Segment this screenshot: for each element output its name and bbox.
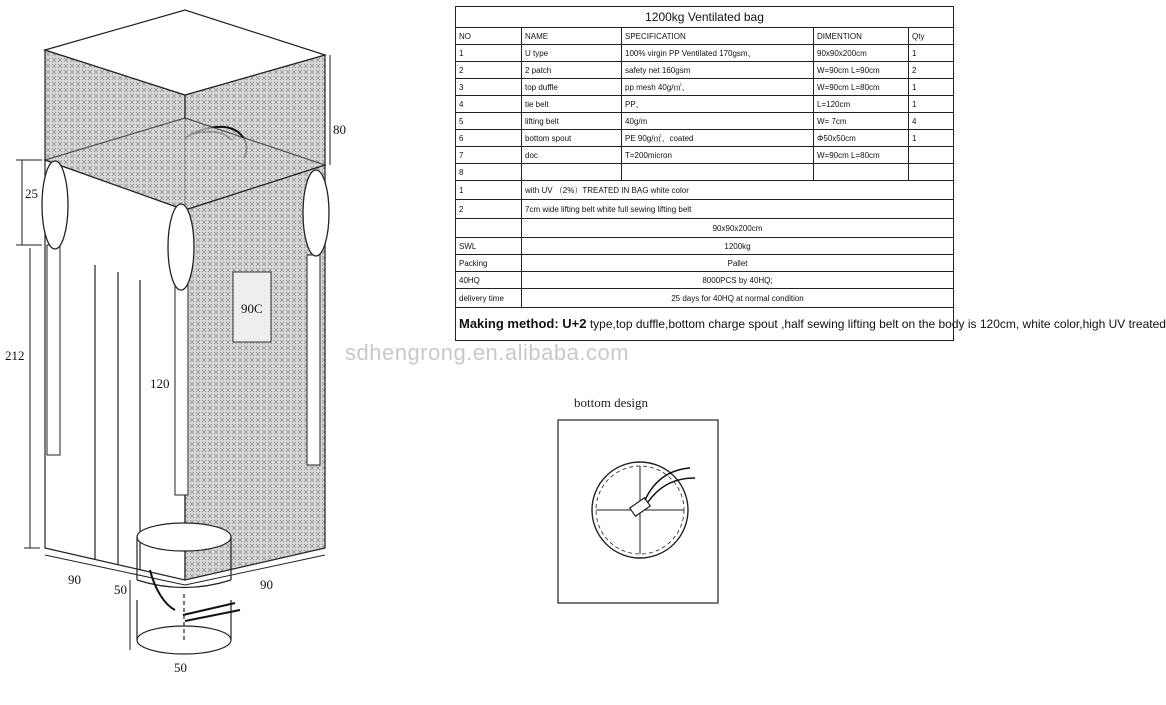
info-row xyxy=(456,289,954,308)
dim-body-height: 212 xyxy=(5,348,25,363)
info-label: SWL xyxy=(456,238,522,255)
bottom-design xyxy=(558,420,718,603)
table-row xyxy=(456,164,954,181)
col-header: NAME xyxy=(522,28,622,45)
note-number: 2 xyxy=(456,200,522,219)
note-number: 1 xyxy=(456,181,522,200)
making-method xyxy=(456,308,1166,341)
col-header: Qty xyxy=(909,28,954,45)
summary-size-row xyxy=(456,219,954,238)
note-row xyxy=(456,200,954,219)
info-row xyxy=(456,238,954,255)
table-cell: 1 xyxy=(909,130,954,147)
table-cell: 4 xyxy=(909,113,954,130)
note-text: 7cm wide lifting belt white full sewing lifting belt xyxy=(522,200,954,219)
table-header-row xyxy=(456,28,954,45)
bottom-design-caption: bottom design xyxy=(574,395,649,410)
spec-table xyxy=(455,6,1166,341)
note-row xyxy=(456,181,954,200)
dim-width-left: 90 xyxy=(68,572,81,587)
table-cell: pp mesh 40g/㎡、 xyxy=(622,79,814,96)
table-cell: W=90cm L=90cm xyxy=(814,62,909,79)
table-cell: 1 xyxy=(909,79,954,96)
table-cell: 4 xyxy=(456,96,522,113)
table-row xyxy=(456,62,954,79)
dim-loop: 25 xyxy=(25,186,38,201)
table-row xyxy=(456,79,954,96)
table-cell: 8 xyxy=(456,164,522,181)
table-cell: 7 xyxy=(456,147,522,164)
dim-belt: 120 xyxy=(150,376,170,391)
table-row xyxy=(456,147,954,164)
table-cell: L=120cm xyxy=(814,96,909,113)
table-cell: W=90cm L=80cm xyxy=(814,147,909,164)
table-cell: doc xyxy=(522,147,622,164)
table-cell: T=200micron xyxy=(622,147,814,164)
watermark: sdhengrong.en.alibaba.com xyxy=(345,340,630,365)
table-cell: PE 90g/㎡、coated xyxy=(622,130,814,147)
dim-top-height: 80 xyxy=(333,122,346,137)
table-cell: 5 xyxy=(456,113,522,130)
table-row xyxy=(456,96,954,113)
dim-spout-side: 50 xyxy=(114,582,127,597)
table-cell xyxy=(522,164,622,181)
dim-spout-bottom: 50 xyxy=(174,660,187,675)
method-label: Making method: U+2 xyxy=(459,316,587,331)
table-cell: 1 xyxy=(909,96,954,113)
table-cell: 90x90x200cm xyxy=(814,45,909,62)
table-cell: 3 xyxy=(456,79,522,96)
info-label: 40HQ xyxy=(456,272,522,289)
table-cell xyxy=(909,147,954,164)
table-cell: 100% virgin PP Ventilated 170gsm、 xyxy=(622,45,814,62)
table-cell: lifting belt xyxy=(522,113,622,130)
table-title: 1200kg Ventilated bag xyxy=(456,7,954,28)
spec-table-wrap xyxy=(455,6,1166,341)
info-row xyxy=(456,272,954,289)
table-cell: Φ50x50cm xyxy=(814,130,909,147)
table-cell: 1 xyxy=(456,45,522,62)
info-label: delivery time xyxy=(456,289,522,308)
method-text: type,top duffle,bottom charge spout ,half sewing lifting belt on the body is 120cm, white color,high UV treated xyxy=(586,317,1166,331)
table-cell: U type xyxy=(522,45,622,62)
table-cell xyxy=(814,164,909,181)
info-value: Pallet xyxy=(522,255,954,272)
col-header: NO xyxy=(456,28,522,45)
table-cell: 6 xyxy=(456,130,522,147)
table-cell: top duffle xyxy=(522,79,622,96)
col-header: SPECIFICATION xyxy=(622,28,814,45)
method-row xyxy=(456,308,954,341)
info-row xyxy=(456,255,954,272)
note-text: with UV （2%）TREATED IN BAG white color xyxy=(522,181,954,200)
table-cell: W=90cm L=80cm xyxy=(814,79,909,96)
info-label: Packing xyxy=(456,255,522,272)
info-value: 8000PCS by 40HQ; xyxy=(522,272,954,289)
table-cell: bottom spout xyxy=(522,130,622,147)
table-cell xyxy=(909,164,954,181)
info-value: 25 days for 40HQ at normal condition xyxy=(522,289,954,308)
table-cell: safety net 160gsm xyxy=(622,62,814,79)
table-cell: 1 xyxy=(909,45,954,62)
bottom-spout xyxy=(137,523,231,654)
dim-patch: 90C xyxy=(241,301,263,316)
dim-width-right: 90 xyxy=(260,577,273,592)
table-cell xyxy=(622,164,814,181)
summary-size: 90x90x200cm xyxy=(522,219,954,238)
table-cell: 2 patch xyxy=(522,62,622,79)
table-row xyxy=(456,45,954,62)
table-cell: 2 xyxy=(909,62,954,79)
table-cell: tie belt xyxy=(522,96,622,113)
table-row xyxy=(456,130,954,147)
table-cell: W= 7cm xyxy=(814,113,909,130)
table-cell: 40g/m xyxy=(622,113,814,130)
table-cell: 2 xyxy=(456,62,522,79)
table-row xyxy=(456,113,954,130)
col-header: DIMENTION xyxy=(814,28,909,45)
info-value: 1200kg xyxy=(522,238,954,255)
table-cell: PP、 xyxy=(622,96,814,113)
